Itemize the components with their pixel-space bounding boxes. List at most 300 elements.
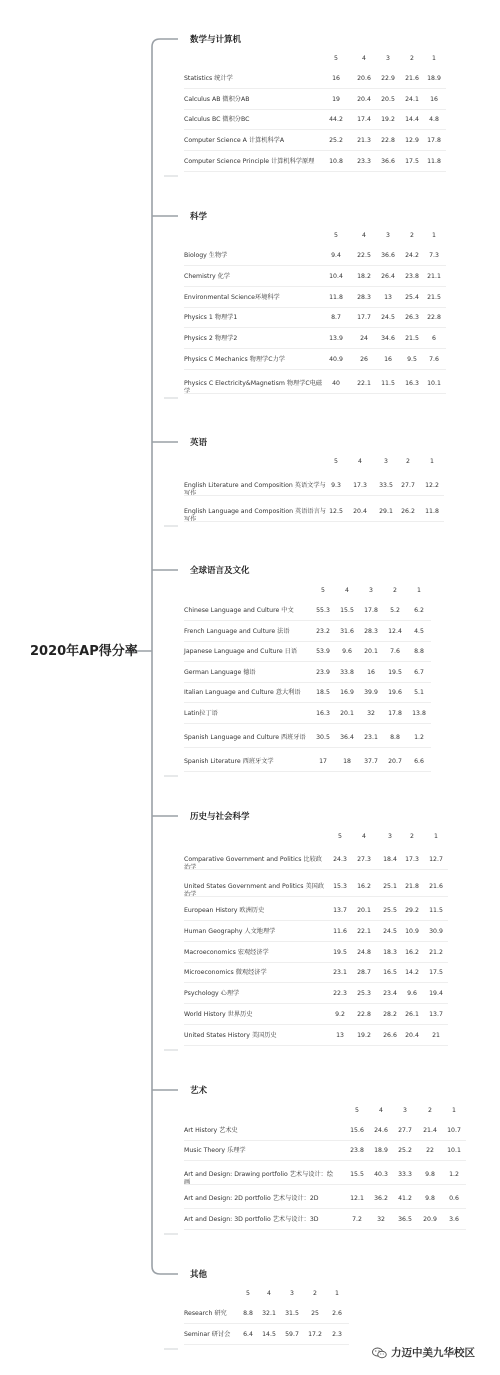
subject-label: German Language 德语 <box>184 669 256 676</box>
score-value: 17.7 <box>357 314 371 321</box>
score-value: 36.6 <box>381 158 395 165</box>
score-value: 18.4 <box>383 856 397 863</box>
subject-label: Statistics 统计学 <box>184 75 233 82</box>
row-separator <box>184 723 431 724</box>
subject-label: French Language and Culture 法语 <box>184 628 290 635</box>
score-value: 22.8 <box>427 314 441 321</box>
score-value: 27.7 <box>401 482 415 489</box>
watermark <box>372 1345 475 1360</box>
subject-label: Spanish Literature 西班牙文学 <box>184 758 274 765</box>
row-separator <box>184 771 431 772</box>
row-separator <box>184 109 446 110</box>
score-value: 15.6 <box>350 1127 364 1134</box>
score-value: 13.9 <box>329 335 343 342</box>
row-separator <box>184 920 448 921</box>
row-separator <box>184 869 448 870</box>
subject-label: Japanese Language and Culture 日语 <box>184 648 298 655</box>
score-value: 22 <box>426 1147 434 1154</box>
score-header: 3 <box>384 458 388 465</box>
score-value: 24.5 <box>383 928 397 935</box>
score-value: 19.6 <box>388 689 402 696</box>
score-value: 23.8 <box>405 273 419 280</box>
score-value: 16 <box>332 75 340 82</box>
score-value: 17.8 <box>388 710 402 717</box>
score-value: 21.2 <box>429 949 443 956</box>
score-value: 19.5 <box>388 669 402 676</box>
score-value: 12.9 <box>405 137 419 144</box>
row-separator <box>184 369 446 370</box>
score-value: 4.8 <box>429 116 439 123</box>
score-value: 29.1 <box>379 508 393 515</box>
category-title: 艺术 <box>190 1086 208 1096</box>
score-value: 16.3 <box>405 380 419 387</box>
row-separator <box>184 265 446 266</box>
score-value: 19.5 <box>333 949 347 956</box>
row-separator <box>184 1208 466 1209</box>
score-value: 0.6 <box>449 1195 459 1202</box>
score-value: 24.3 <box>333 856 347 863</box>
watermark-text: 力迈中美九华校区 <box>391 1347 475 1359</box>
score-value: 20.4 <box>353 508 367 515</box>
row-separator <box>184 620 431 621</box>
score-value: 7.6 <box>390 648 400 655</box>
score-value: 16 <box>367 669 375 676</box>
score-value: 11.8 <box>425 508 439 515</box>
score-value: 36.5 <box>398 1216 412 1223</box>
score-value: 5.1 <box>414 689 424 696</box>
score-value: 20.1 <box>364 648 378 655</box>
score-value: 11.5 <box>381 380 395 387</box>
subject-label: Music Theory 乐理学 <box>184 1147 246 1154</box>
score-value: 14.2 <box>405 969 419 976</box>
score-value: 24.5 <box>381 314 395 321</box>
row-separator <box>184 495 444 496</box>
score-value: 3.6 <box>449 1216 459 1223</box>
score-header: 2 <box>313 1290 317 1297</box>
score-value: 34.6 <box>381 335 395 342</box>
score-value: 14.5 <box>262 1331 276 1338</box>
score-value: 18.9 <box>374 1147 388 1154</box>
row-separator <box>184 941 448 942</box>
subject-label: Biology 生物学 <box>184 252 228 259</box>
score-header: 1 <box>452 1107 456 1114</box>
score-value: 19.2 <box>357 1032 371 1039</box>
score-value: 19 <box>332 96 340 103</box>
score-value: 36.4 <box>340 734 354 741</box>
score-value: 20.5 <box>381 96 395 103</box>
score-value: 7.2 <box>352 1216 362 1223</box>
score-value: 24.8 <box>357 949 371 956</box>
subject-label: Macroeconomics 宏观经济学 <box>184 949 269 956</box>
score-value: 13.7 <box>333 907 347 914</box>
score-value: 21.1 <box>427 273 441 280</box>
subject-label: Italian Language and Culture 意大利语 <box>184 689 301 696</box>
score-header: 4 <box>267 1290 271 1297</box>
score-value: 18.5 <box>316 689 330 696</box>
score-value: 17.3 <box>353 482 367 489</box>
score-value: 22.8 <box>357 1011 371 1018</box>
score-value: 11.6 <box>333 928 347 935</box>
score-value: 17 <box>319 758 327 765</box>
score-value: 9.3 <box>331 482 341 489</box>
score-value: 13 <box>336 1032 344 1039</box>
score-value: 26 <box>360 356 368 363</box>
score-value: 22.5 <box>357 252 371 259</box>
subject-label: English Literature and Composition 英语文学与写作 <box>184 482 326 497</box>
score-value: 28.3 <box>364 628 378 635</box>
score-value: 22.8 <box>381 137 395 144</box>
subject-label: Chinese Language and Culture 中文 <box>184 607 294 614</box>
score-value: 25.2 <box>398 1147 412 1154</box>
score-value: 40.9 <box>329 356 343 363</box>
score-header: 1 <box>430 458 434 465</box>
score-value: 33.8 <box>340 669 354 676</box>
score-value: 6.2 <box>414 607 424 614</box>
subject-label: World History 世界历史 <box>184 1011 253 1018</box>
score-value: 10.4 <box>329 273 343 280</box>
subject-label: Spanish Language and Culture 西班牙语 <box>184 734 306 741</box>
score-value: 27.3 <box>357 856 371 863</box>
score-value: 17.8 <box>427 137 441 144</box>
score-value: 21.5 <box>427 294 441 301</box>
score-value: 24 <box>360 335 368 342</box>
score-value: 20.1 <box>357 907 371 914</box>
row-separator <box>184 1160 466 1161</box>
score-value: 7.6 <box>429 356 439 363</box>
subject-label: Computer Science A 计算机科学A <box>184 137 285 144</box>
score-value: 25.2 <box>329 137 343 144</box>
score-value: 10.1 <box>427 380 441 387</box>
category-title: 其他 <box>190 1270 208 1280</box>
score-value: 19.4 <box>429 990 443 997</box>
category-title: 全球语言及文化 <box>190 566 250 576</box>
score-value: 12.4 <box>388 628 402 635</box>
score-value: 22.9 <box>381 75 395 82</box>
score-value: 17.3 <box>405 856 419 863</box>
score-value: 11.5 <box>429 907 443 914</box>
score-value: 16 <box>430 96 438 103</box>
subject-label: Psychology 心理学 <box>184 990 240 997</box>
score-value: 12.2 <box>425 482 439 489</box>
branch-line <box>152 1266 178 1274</box>
score-value: 31.5 <box>285 1310 299 1317</box>
score-value: 18.2 <box>357 273 371 280</box>
category-title: 英语 <box>190 438 208 448</box>
subject-label: Human Geography 人文地理学 <box>184 928 276 935</box>
score-value: 23.2 <box>316 628 330 635</box>
score-header: 2 <box>393 587 397 594</box>
row-separator <box>184 982 448 983</box>
score-value: 10.1 <box>447 1147 461 1154</box>
score-value: 15.5 <box>350 1171 364 1178</box>
score-value: 8.8 <box>243 1310 253 1317</box>
score-value: 40 <box>332 380 340 387</box>
score-value: 21.6 <box>405 75 419 82</box>
score-header: 3 <box>290 1290 294 1297</box>
score-value: 12.1 <box>350 1195 364 1202</box>
row-separator <box>184 521 444 522</box>
row-separator <box>184 129 446 130</box>
score-value: 41.2 <box>398 1195 412 1202</box>
score-value: 21.4 <box>423 1127 437 1134</box>
subject-label: Latin拉丁语 <box>184 710 218 717</box>
score-value: 32 <box>367 710 375 717</box>
subject-label: Chemistry 化学 <box>184 273 230 280</box>
score-value: 22.1 <box>357 380 371 387</box>
score-value: 5.2 <box>390 607 400 614</box>
score-value: 13.8 <box>412 710 426 717</box>
score-value: 19.2 <box>381 116 395 123</box>
score-value: 26.4 <box>381 273 395 280</box>
score-value: 31.6 <box>340 628 354 635</box>
score-header: 3 <box>386 55 390 62</box>
root-title: 2020年AP得分率 <box>30 644 138 659</box>
score-value: 23.1 <box>333 969 347 976</box>
score-value: 8.8 <box>390 734 400 741</box>
row-separator <box>184 348 446 349</box>
subject-label: Physics C Mechanics 物理学C力学 <box>184 356 285 363</box>
score-value: 23.1 <box>364 734 378 741</box>
subject-label: Calculus BC 微积分BC <box>184 116 250 123</box>
score-value: 29.2 <box>405 907 419 914</box>
score-value: 53.9 <box>316 648 330 655</box>
score-header: 5 <box>246 1290 250 1297</box>
score-value: 25 <box>311 1310 319 1317</box>
score-value: 12.7 <box>429 856 443 863</box>
score-value: 23.4 <box>383 990 397 997</box>
score-value: 36.2 <box>374 1195 388 1202</box>
score-header: 2 <box>410 232 414 239</box>
score-value: 28.3 <box>357 294 371 301</box>
branch-line <box>152 39 178 47</box>
score-value: 20.6 <box>357 75 371 82</box>
score-value: 25.5 <box>383 907 397 914</box>
score-value: 12.5 <box>329 508 343 515</box>
score-value: 24.2 <box>405 252 419 259</box>
score-value: 30.5 <box>316 734 330 741</box>
row-separator <box>184 307 446 308</box>
score-value: 14.4 <box>405 116 419 123</box>
score-header: 1 <box>432 232 436 239</box>
score-header: 2 <box>428 1107 432 1114</box>
score-header: 1 <box>417 587 421 594</box>
score-value: 17.4 <box>357 116 371 123</box>
subject-label: Computer Science Principle 计算机科学原理 <box>184 158 315 165</box>
score-header: 3 <box>403 1107 407 1114</box>
score-value: 40.3 <box>374 1171 388 1178</box>
subject-label: Environmental Science环境科学 <box>184 294 280 301</box>
score-header: 3 <box>369 587 373 594</box>
score-value: 6.4 <box>243 1331 253 1338</box>
score-value: 6.7 <box>414 669 424 676</box>
score-value: 30.9 <box>429 928 443 935</box>
score-value: 21 <box>432 1032 440 1039</box>
score-value: 28.2 <box>383 1011 397 1018</box>
score-value: 22.3 <box>333 990 347 997</box>
score-value: 4.5 <box>414 628 424 635</box>
score-value: 39.9 <box>364 689 378 696</box>
score-value: 21.6 <box>429 883 443 890</box>
row-separator <box>184 962 448 963</box>
score-value: 26.2 <box>401 508 415 515</box>
score-value: 33.3 <box>398 1171 412 1178</box>
score-value: 2.3 <box>332 1331 342 1338</box>
score-header: 5 <box>338 833 342 840</box>
score-value: 8.7 <box>331 314 341 321</box>
score-value: 44.2 <box>329 116 343 123</box>
row-separator <box>184 702 431 703</box>
score-value: 17.8 <box>364 607 378 614</box>
score-value: 26.6 <box>383 1032 397 1039</box>
score-value: 10.7 <box>447 1127 461 1134</box>
row-separator <box>184 641 431 642</box>
score-value: 32.1 <box>262 1310 276 1317</box>
score-value: 26.3 <box>405 314 419 321</box>
score-value: 7.3 <box>429 252 439 259</box>
score-value: 20.4 <box>357 96 371 103</box>
score-header: 5 <box>334 232 338 239</box>
row-separator <box>184 661 431 662</box>
subject-label: Physics 1 物理学1 <box>184 314 238 321</box>
score-value: 6 <box>432 335 436 342</box>
score-header: 1 <box>432 55 436 62</box>
score-value: 17.5 <box>429 969 443 976</box>
row-separator <box>184 327 446 328</box>
score-value: 9.6 <box>407 990 417 997</box>
score-value: 9.8 <box>425 1195 435 1202</box>
score-value: 25.4 <box>405 294 419 301</box>
score-header: 4 <box>345 587 349 594</box>
score-value: 16 <box>384 356 392 363</box>
score-header: 2 <box>410 833 414 840</box>
score-value: 16.9 <box>340 689 354 696</box>
row-separator <box>184 1344 349 1345</box>
row-separator <box>184 1184 466 1185</box>
score-value: 10.9 <box>405 928 419 935</box>
score-value: 20.9 <box>423 1216 437 1223</box>
score-value: 23.8 <box>350 1147 364 1154</box>
score-value: 9.5 <box>407 356 417 363</box>
row-separator <box>184 150 446 151</box>
row-separator <box>184 1140 466 1141</box>
score-header: 5 <box>334 458 338 465</box>
score-header: 4 <box>362 833 366 840</box>
subject-label: Microeconomics 微观经济学 <box>184 969 267 976</box>
subject-label: Physics C Electricity&Magnetism 物理学C电磁学 <box>184 380 323 395</box>
score-header: 3 <box>388 833 392 840</box>
score-header: 1 <box>434 833 438 840</box>
score-value: 20.4 <box>405 1032 419 1039</box>
row-separator <box>184 682 431 683</box>
score-value: 1.2 <box>449 1171 459 1178</box>
subject-label: Seminar 研讨会 <box>184 1331 231 1338</box>
score-value: 20.1 <box>340 710 354 717</box>
category-title: 数学与计算机 <box>190 35 242 45</box>
score-value: 55.3 <box>316 607 330 614</box>
score-value: 10.8 <box>329 158 343 165</box>
row-separator <box>184 286 446 287</box>
score-value: 1.2 <box>414 734 424 741</box>
score-value: 18.9 <box>427 75 441 82</box>
score-value: 17.2 <box>308 1331 322 1338</box>
wechat-icon <box>372 1347 387 1359</box>
score-header: 5 <box>355 1107 359 1114</box>
score-value: 20.7 <box>388 758 402 765</box>
score-value: 32 <box>377 1216 385 1223</box>
score-value: 6.6 <box>414 758 424 765</box>
score-header: 4 <box>362 55 366 62</box>
row-separator <box>184 896 448 897</box>
score-value: 22.1 <box>357 928 371 935</box>
subject-label: Calculus AB 微积分AB <box>184 96 250 103</box>
score-header: 2 <box>410 55 414 62</box>
subject-label: English Language and Composition 英语语言与写作 <box>184 508 326 523</box>
score-value: 33.5 <box>379 482 393 489</box>
score-value: 37.7 <box>364 758 378 765</box>
subject-label: United States Government and Politics 美国政治学 <box>184 883 325 898</box>
row-separator <box>184 1045 448 1046</box>
score-value: 17.5 <box>405 158 419 165</box>
score-value: 8.8 <box>414 648 424 655</box>
category-title: 科学 <box>190 212 208 222</box>
score-value: 9.6 <box>342 648 352 655</box>
score-header: 1 <box>335 1290 339 1297</box>
score-header: 5 <box>334 55 338 62</box>
row-separator <box>184 1229 466 1230</box>
category-title: 历史与社会科学 <box>190 812 250 822</box>
row-separator <box>184 1323 349 1324</box>
score-value: 26.1 <box>405 1011 419 1018</box>
subject-label: Physics 2 物理学2 <box>184 335 238 342</box>
score-header: 4 <box>379 1107 383 1114</box>
score-value: 9.2 <box>335 1011 345 1018</box>
row-separator <box>184 1024 448 1025</box>
score-value: 59.7 <box>285 1331 299 1338</box>
score-header: 2 <box>406 458 410 465</box>
subject-label: European History 欧洲历史 <box>184 907 265 914</box>
subject-label: Research 研究 <box>184 1310 227 1317</box>
score-value: 16.3 <box>316 710 330 717</box>
score-value: 9.4 <box>331 252 341 259</box>
score-value: 15.3 <box>333 883 347 890</box>
row-separator <box>184 88 446 89</box>
score-value: 21.8 <box>405 883 419 890</box>
score-value: 21.5 <box>405 335 419 342</box>
score-header: 3 <box>386 232 390 239</box>
score-value: 9.8 <box>425 1171 435 1178</box>
score-value: 15.5 <box>340 607 354 614</box>
score-header: 4 <box>358 458 362 465</box>
score-value: 36.6 <box>381 252 395 259</box>
score-value: 28.7 <box>357 969 371 976</box>
subject-label: United States History 美国历史 <box>184 1032 277 1039</box>
score-value: 16.2 <box>405 949 419 956</box>
score-value: 24.1 <box>405 96 419 103</box>
row-separator <box>184 393 446 394</box>
score-header: 4 <box>362 232 366 239</box>
row-separator <box>184 1003 448 1004</box>
subject-label: Art and Design: 2D portfolio 艺术与设计：2D <box>184 1195 319 1202</box>
score-value: 25.3 <box>357 990 371 997</box>
row-separator <box>184 171 446 172</box>
subject-label: Art History 艺术史 <box>184 1127 238 1134</box>
score-value: 13.7 <box>429 1011 443 1018</box>
row-separator <box>184 747 431 748</box>
score-value: 11.8 <box>329 294 343 301</box>
score-value: 16.5 <box>383 969 397 976</box>
subject-label: Comparative Government and Politics 比较政治学 <box>184 856 322 871</box>
score-value: 27.7 <box>398 1127 412 1134</box>
